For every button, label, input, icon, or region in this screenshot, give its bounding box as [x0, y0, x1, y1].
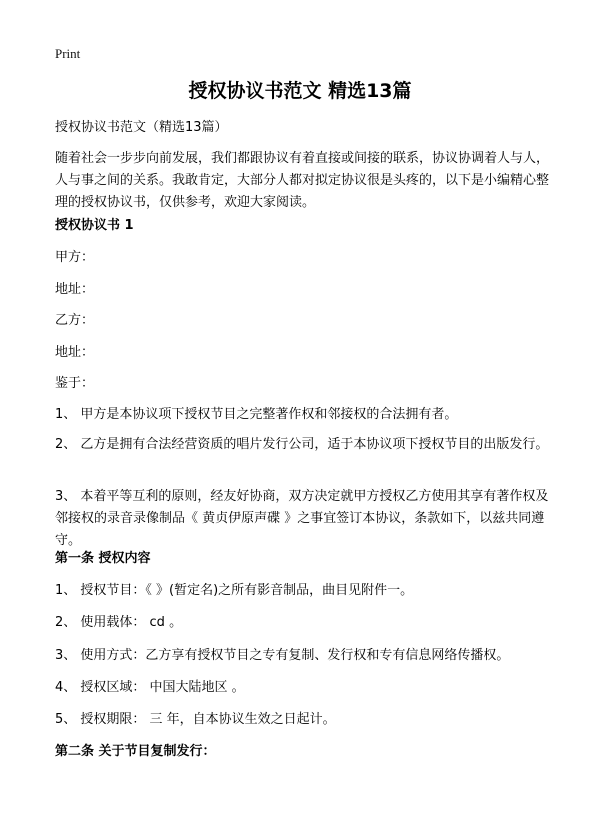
article-1-item: 2、 使用载体： cd 。	[55, 615, 183, 630]
article-2-heading: 第二条 关于节目复制发行：	[55, 744, 216, 759]
address-b-label: 地址：	[55, 345, 95, 360]
section-heading: 授权协议书 1	[55, 218, 134, 233]
article-1-heading: 第一条 授权内容	[55, 551, 151, 566]
print-link[interactable]: Print	[55, 46, 81, 61]
article-1-item: 4、 授权区域： 中国大陆地区 。	[55, 680, 245, 695]
address-a-label: 地址：	[55, 282, 95, 297]
document-title: 授权协议书范文 精选13篇	[188, 80, 412, 102]
article-1-item: 5、 授权期限： 三 年，自本协议生效之日起计。	[55, 712, 336, 727]
party-b-label: 乙方：	[55, 313, 95, 328]
party-a-label: 甲方：	[55, 250, 95, 265]
whereas-label: 鉴于：	[55, 376, 95, 391]
whereas-item: 2、 乙方是拥有合法经营资质的唱片发行公司，适于本协议项下授权节目的出版发行。	[55, 437, 549, 452]
document-subtitle: 授权协议书范文（精选13篇）	[55, 120, 228, 135]
whereas-item: 3、 本着平等互利的原则，经友好协商，双方决定就甲方授权乙方使用其享有著作权及邻接权的录音录像制品《 黄贞伊原声碟 》之事宜签订本协议，条款如下，以兹共同遵守。	[55, 489, 549, 548]
intro-paragraph: 随着社会一步步向前发展，我们都跟协议有着直接或间接的联系，协议协调着人与人，人与事之间的关系。我敢肯定，大部分人都对拟定协议很是头疼的，以下是小编精心整理的授权协议书，仅供参考，欢迎大家阅读。	[55, 151, 550, 210]
article-1-item: 3、 使用方式：乙方享有授权节目之专有复制、发行权和专有信息网络传播权。	[55, 648, 510, 663]
article-1-item: 1、 授权节目：《 》(暂定名)之所有影音制品，曲目见附件一。	[55, 583, 414, 598]
whereas-item: 1、 甲方是本协议项下授权节目之完整著作权和邻接权的合法拥有者。	[55, 407, 458, 422]
